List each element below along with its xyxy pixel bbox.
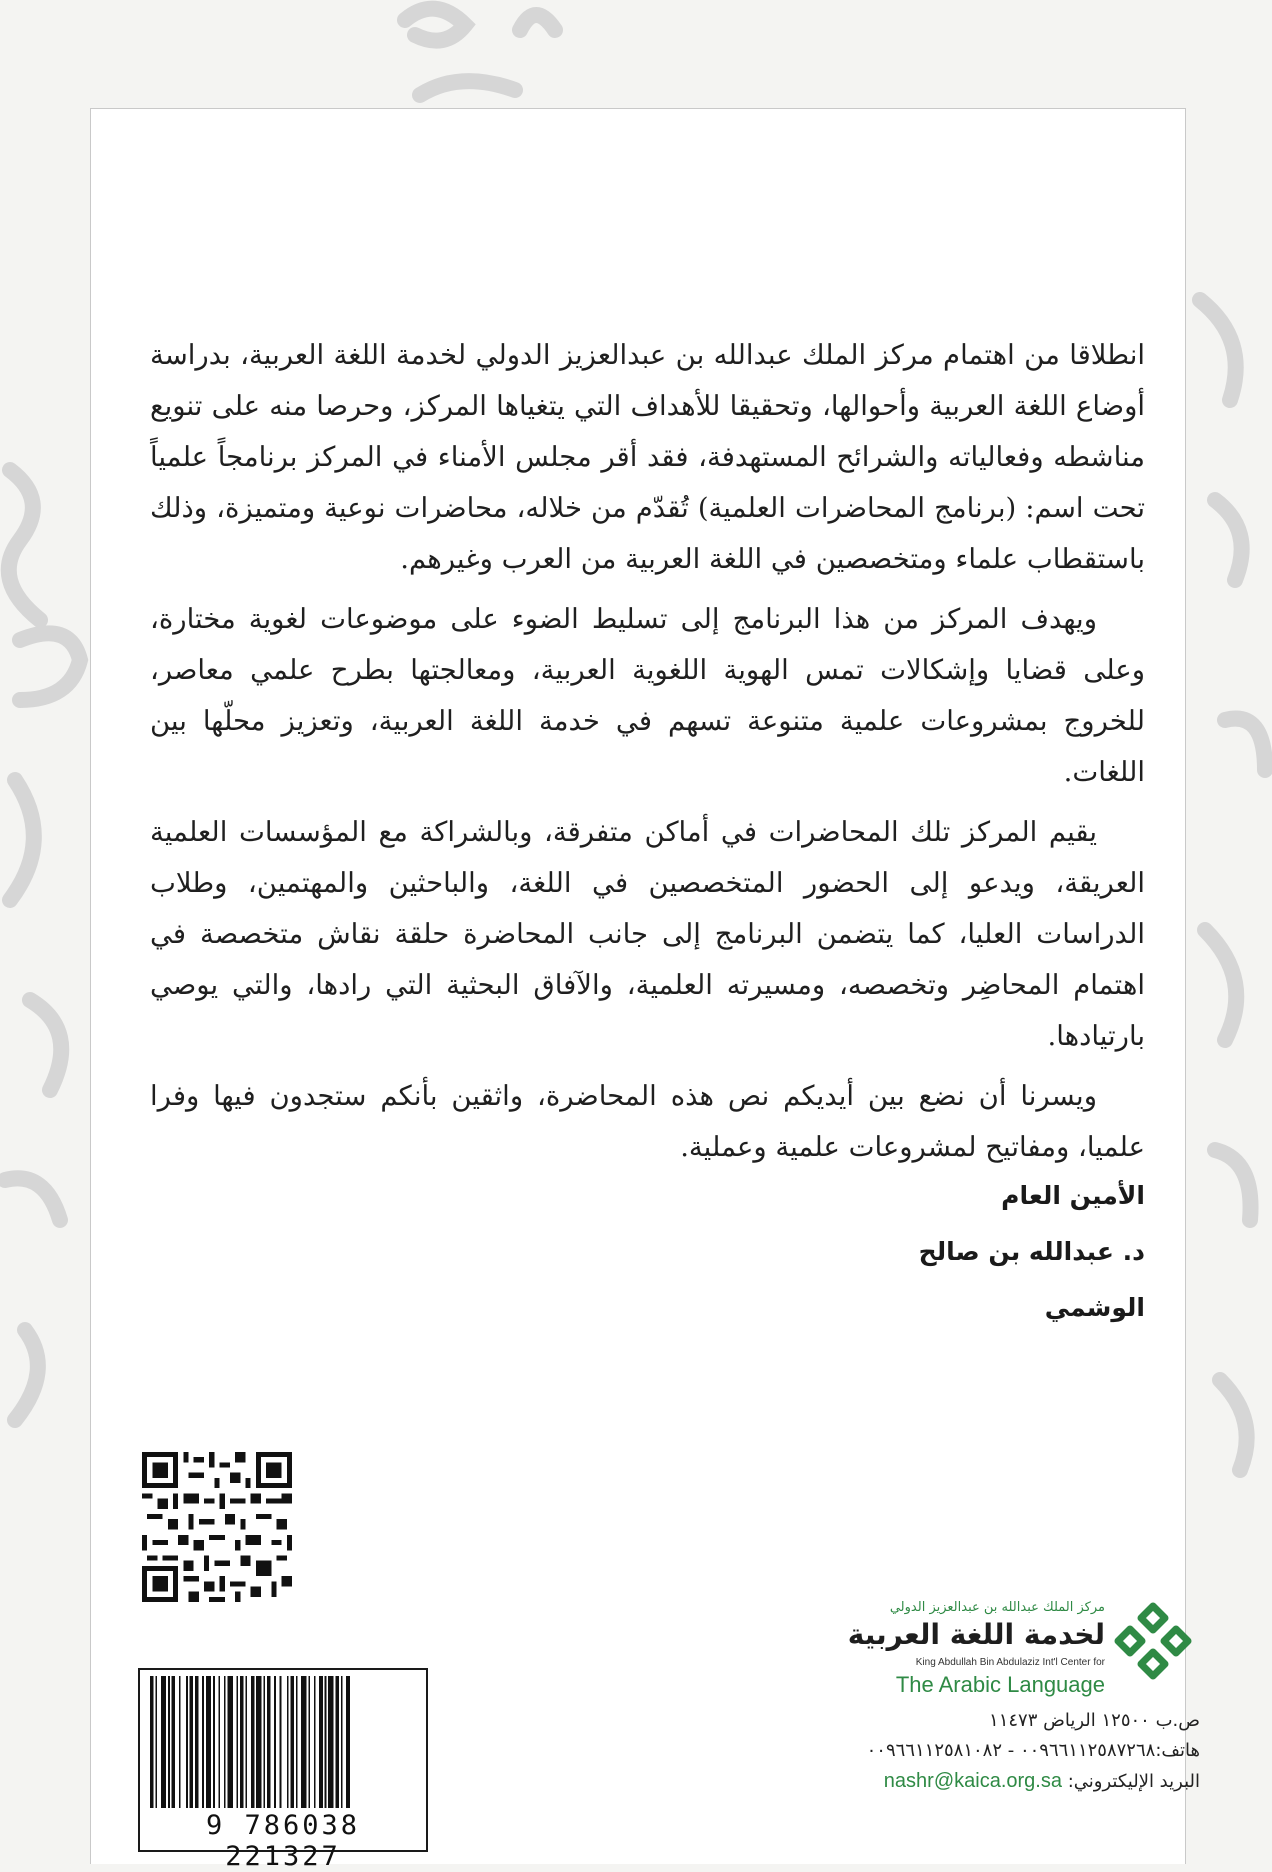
email-label: البريد الإليكتروني:: [1067, 1771, 1200, 1792]
isbn-number: 9 786038 221327: [205, 1810, 361, 1872]
intro-text: [150, 330, 1145, 1182]
email-line: [730, 1766, 1200, 1797]
signature-title: الأمين العام: [1001, 1181, 1145, 1210]
signature-name: د. عبدالله بن صالح الوشمي: [918, 1237, 1145, 1322]
signature-block: [150, 1168, 1145, 1336]
paragraph-3: يقيم المركز تلك المحاضرات في أماكن متفرقة، وبالشراكة مع المؤسسات العلمية العريقة، ويدعو إلى الحضور المتخصصين في اللغة، والباحثين والمهتمين، وطلاب الدراسات العليا، كما يتضمن البرنامج إلى جانب المحاضرة حلقة نقاش متخصصة في اهتمام المحاضِر وتخصصه، ومسيرته العلمية، والآفاق البحثية التي رادها، والتي يوصي بارتيادها.: [150, 816, 1145, 1052]
po-box: ص.ب ١٢٥٠٠ الرياض ١١٤٧٣: [989, 1710, 1200, 1731]
barcode-block: [138, 1668, 428, 1872]
center-logo-icon: [1112, 1600, 1194, 1682]
center-logo-text: [790, 1600, 1105, 1699]
email-address: nashr@kaica.org.sa: [883, 1770, 1062, 1792]
contact-info: [730, 1706, 1200, 1797]
paragraph-2: ويهدف المركز من هذا البرنامج إلى تسليط الضوء على موضوعات لغوية مختارة، وعلى قضايا وإشكالات تمس الهوية اللغوية العربية، ومعالجتها بطرح علمي معاصر، للخروج بمشروعات علمية متنوعة تسهم في خدمة اللغة العربية، وتعزيز محلّها بين اللغات.: [150, 603, 1145, 788]
barcode-icon: [146, 1676, 418, 1808]
logo-top-line: مركز الملك عبدالله بن عبدالعزيز الدولي: [889, 1600, 1105, 1615]
phone-numbers: هاتف:٠٠٩٦٦١١٢٥٨٧٢٦٨ - ٠٠٩٦٦١١٢٥٨١٠٨٢: [866, 1740, 1200, 1761]
qr-code-icon: [142, 1452, 292, 1602]
logo-english-name: The Arabic Language: [895, 1672, 1105, 1697]
logo-arabic-name: لخدمة اللغة العربية: [847, 1618, 1105, 1651]
paragraph-4: ويسرنا أن نضع بين أيديكم نص هذه المحاضرة، واثقين بأنكم ستجدون فيها وفرا علميا، ومفاتيح لمشروعات علمية وعملية.: [150, 1080, 1145, 1163]
paragraph-1: انطلاقا من اهتمام مركز الملك عبدالله بن عبدالعزيز الدولي لخدمة اللغة العربية، بدراسة أوضاع اللغة العربية وأحوالها، وتحقيقا للأهداف التي يتغياها المركز، وحرصا منه على تنويع مناشطه وفعالياته والشرائح المستهدفة، فقد أقر مجلس الأمناء في المركز برنامجاً علمياً تحت اسم: (برنامج المحاضرات العلمية) تُقدّم من خلاله، محاضرات نوعية ومتميزة، وذلك باستقطاب علماء ومتخصصين في اللغة العربية من العرب وغيرهم.: [150, 339, 1145, 575]
logo-english-small: King Abdullah Bin Abdulaziz Int'l Center for: [915, 1657, 1105, 1668]
